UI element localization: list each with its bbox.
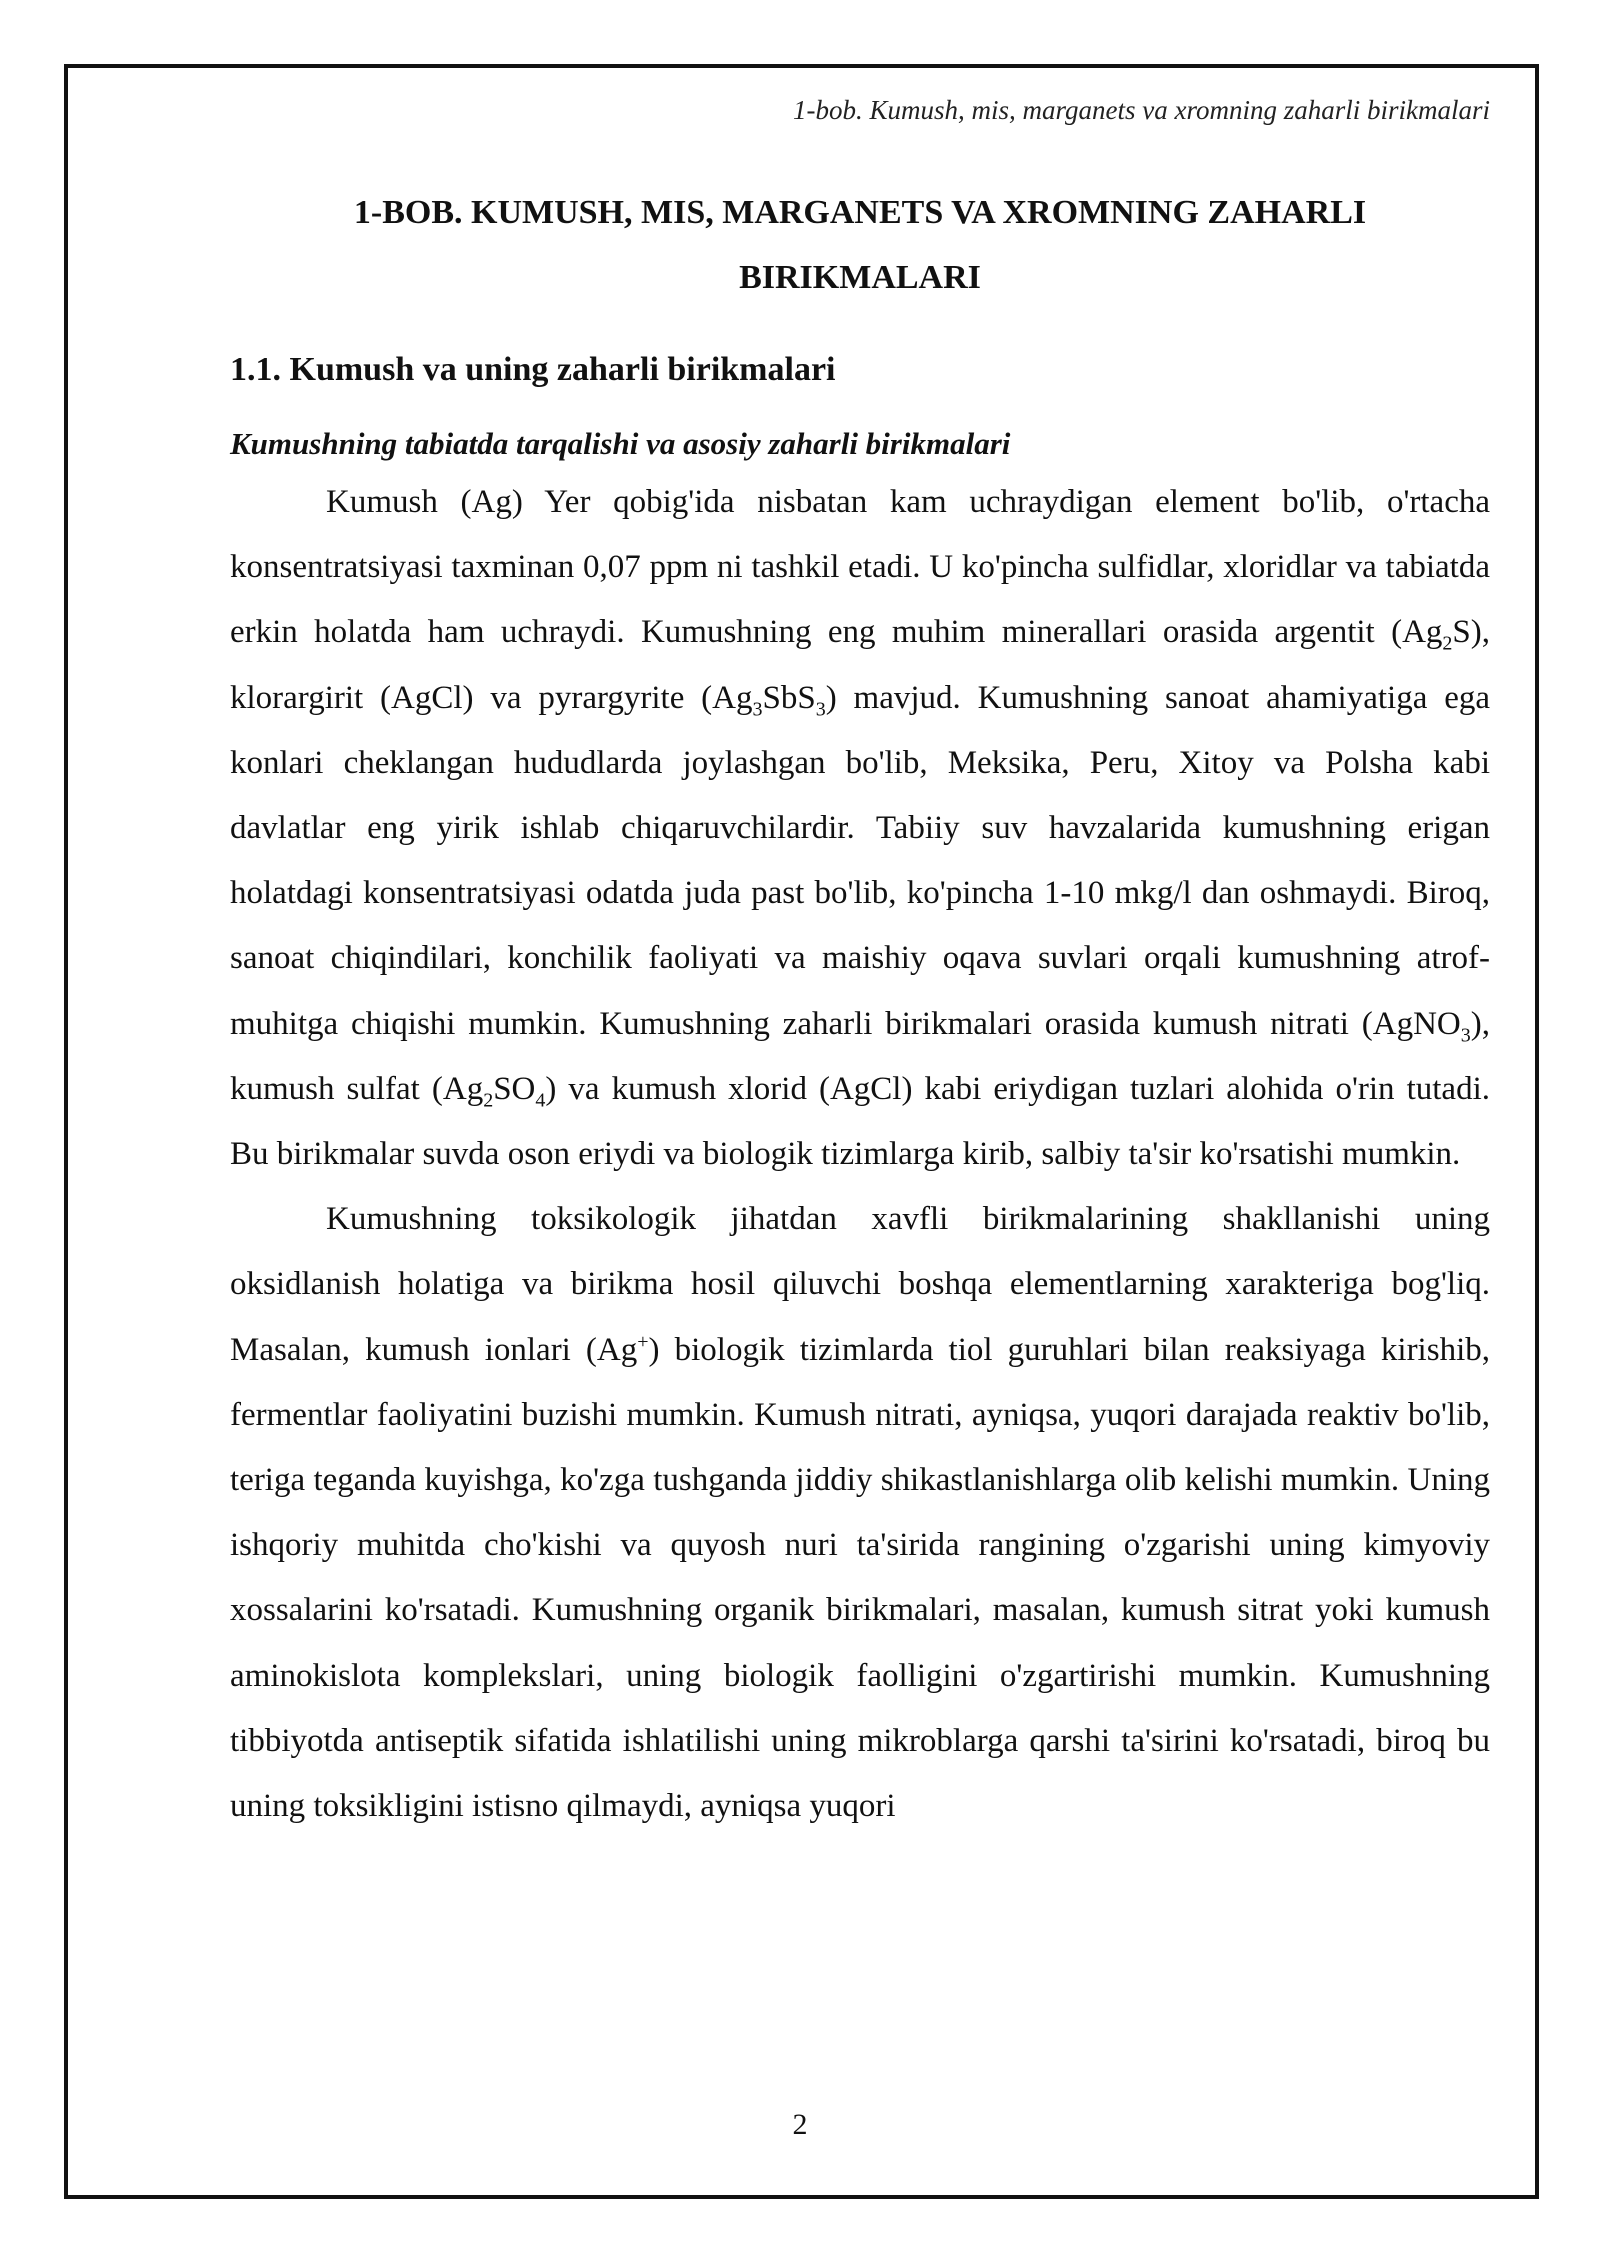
- paragraph-1: [230, 470, 1490, 1187]
- section-title: 1.1. Kumush va uning zaharli birikmalari: [230, 351, 836, 388]
- p2-text-2: ) biologik tizimlarda tiol guruhlari bilan reaksiyaga kirishib, fermentlar faoliyatini buzishi mumkin. Kumush nitrati, ayniqsa, yuqori darajada reaktiv bo'lib, teriga teganda kuyishga, ko'zga tushganda jiddiy shikastlanishlarga olib kelishi mumkin. Uning ishqoriy muhitda cho'kishi va quyosh nuri ta'sirida rangining o'zgarishi uning kimyoviy xossalarini ko'rsatadi. Kumushning organik birikmalari, masalan, kumush sitrat yoki kumush aminokislota komplekslari, uning biologik faolligini o'zgartirishi mumkin. Kumushning tibbiyotda antiseptik sifatida ishlatilishi uning mikroblarga qarshi ta'sirini ko'rsatadi, biroq bu uning toksikligini istisno qilmaydi, ayniqsa yuqori: [230, 1331, 1490, 1825]
- p1-subscript-1: 2: [1442, 633, 1453, 655]
- p1-subscript-4: 3: [1460, 1024, 1471, 1047]
- paragraph-2: [230, 1187, 1490, 1839]
- subsection-title: Kumushning tabiatda tarqalishi va asosiy zaharli birikmalari: [230, 426, 1011, 461]
- page-number: 2: [792, 2108, 808, 2141]
- p1-text-1: Kumush (Ag) Yer qobig'ida nisbatan kam uchraydigan element bo'lib, o'rtacha konsentratsiyasi taxminan 0,07 ppm ni tashkil etadi. U ko'pincha sulfidlar, xloridlar va tabiatda erkin holatda ham uchraydi. Kumushning eng muhim minerallari orasida argentit (Ag: [230, 484, 1490, 651]
- chapter-title-line2: BIRIKMALARI: [739, 259, 981, 296]
- p1-subscript-6: 4: [535, 1089, 546, 1112]
- p1-text-7: ) va kumush xlorid (AgCl) kabi eriydigan tuzlari alohida o'rin tutadi. Bu birikmalar suvda oson eriydi va biologik tizimlarga kirib, salbiy ta'sir ko'rsatishi mumkin.: [230, 1070, 1490, 1173]
- running-header: 1-bob. Kumush, mis, marganets va xromning zaharli birikmalari: [792, 95, 1490, 125]
- p1-text-5: ), kumush sulfat (Ag: [230, 1005, 1490, 1107]
- chapter-title: [230, 180, 1490, 310]
- p1-subscript-5: 2: [483, 1089, 494, 1112]
- p1-subscript-2: 3: [752, 698, 763, 721]
- p1-text-3: SbS: [762, 679, 816, 716]
- p1-subscript-3: 3: [815, 698, 826, 721]
- page-content: [230, 180, 1490, 1839]
- p2-superscript-1: +: [637, 1330, 649, 1353]
- p2-text-1: Kumushning toksikologik jihatdan xavfli birikmalarining shakllanishi uning oksidlanish holatiga va birikma hosil qiluvchi boshqa elementlarning xarakteriga bog'liq. Masalan, kumush ionlari (Ag: [230, 1201, 1490, 1368]
- p1-text-6: SO: [493, 1070, 536, 1107]
- p1-text-2: S), klorargirit (AgCl) va pyrargyrite (Ag: [230, 614, 1490, 716]
- chapter-title-line1: 1-BOB. KUMUSH, MIS, MARGANETS VA XROMNING ZAHARLI: [353, 194, 1367, 231]
- p1-text-4: ) mavjud. Kumushning sanoat ahamiyatiga ega konlari cheklangan hududlarda joylashgan bo'lib, Meksika, Peru, Xitoy va Polsha kabi davlatlar eng yirik ishlab chiqaruvchilardir. Tabiiy suv havzalarida kumushning erigan holatdagi konsentratsiyasi odatda juda past bo'lib, ko'pincha 1-10 mkg/l dan oshmaydi. Biroq, sanoat chiqindilari, konchilik faoliyati va maishiy oqava suvlari orqali kumushning atrof-muhitga chiqishi mumkin. Kumushning zaharli birikmalari orasida kumush nitrati (AgNO: [230, 679, 1490, 1042]
